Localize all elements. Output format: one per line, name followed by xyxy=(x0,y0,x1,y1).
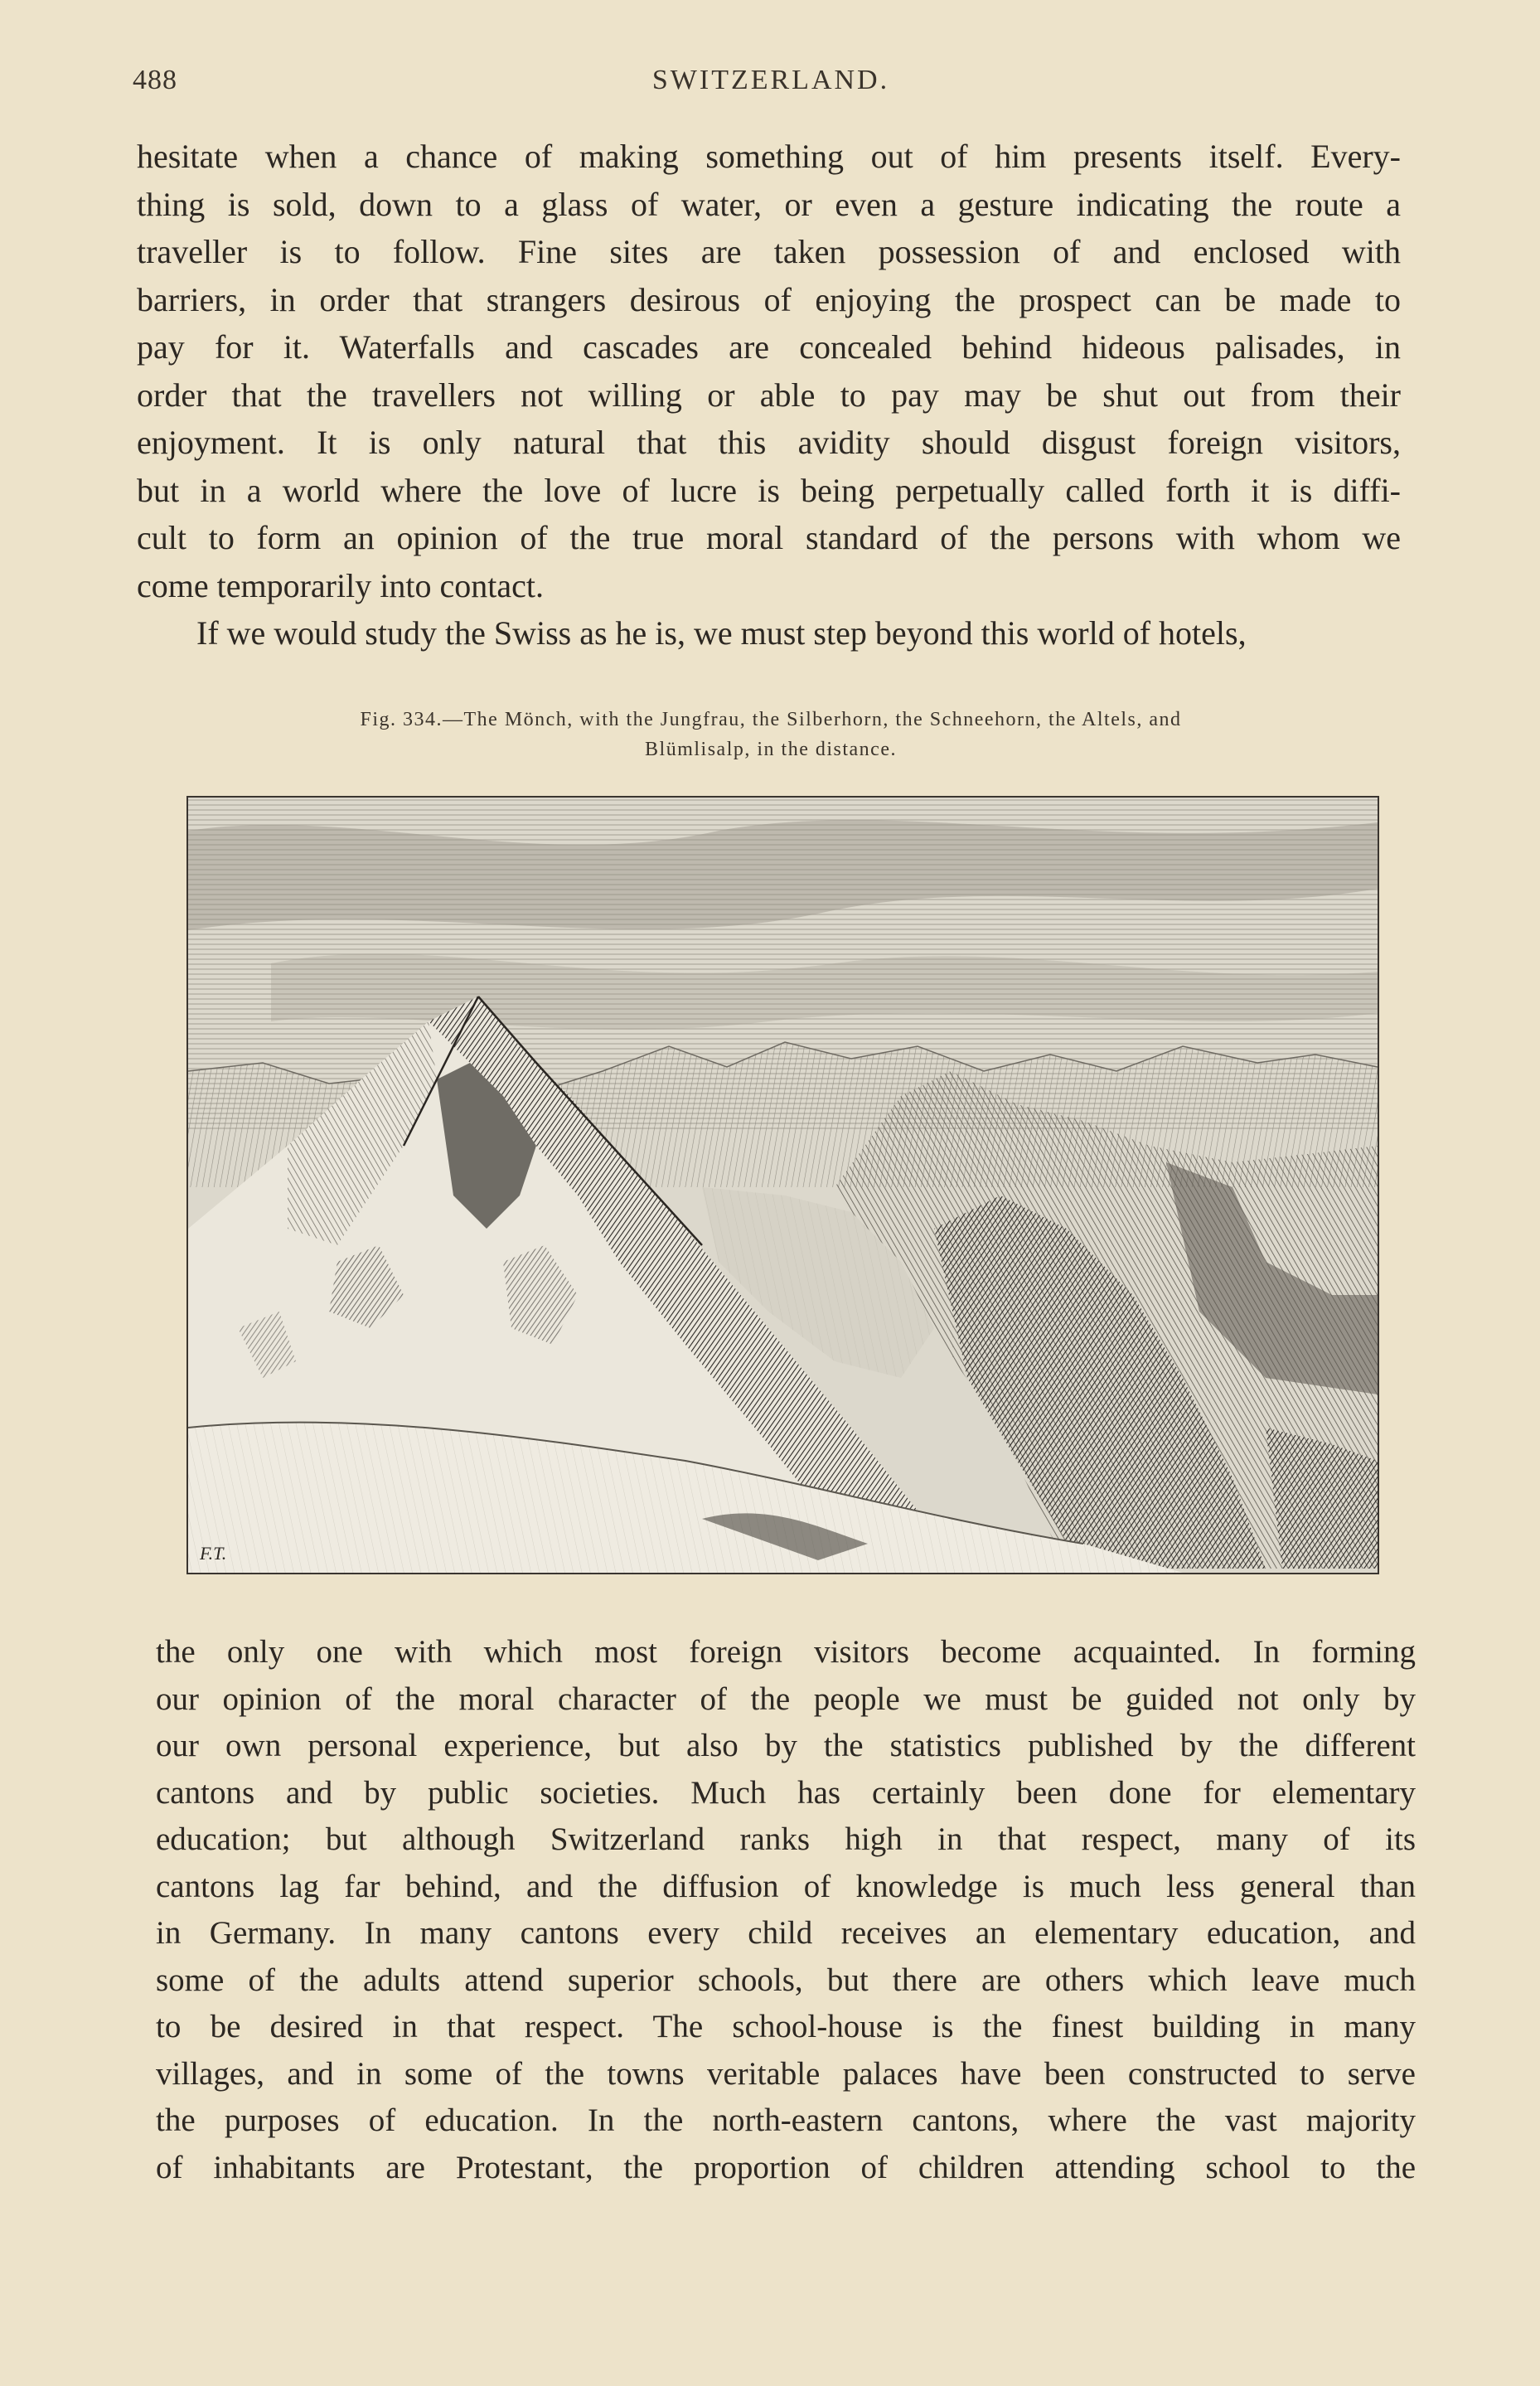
paragraph-bottom xyxy=(156,1629,1416,2191)
text-line: traveller is to follow. Fine sites are taken possession of and enclosed with xyxy=(137,233,1401,270)
text-line: pay for it. Waterfalls and cascades are concealed behind hideous palisades, in xyxy=(137,328,1401,366)
text-line: the purposes of education. In the north-eastern cantons, where the vast majority xyxy=(156,2102,1416,2138)
text-line: come temporarily into contact. xyxy=(137,566,544,604)
caption-line: Blümlisalp, in the distance. xyxy=(645,739,897,760)
text-line: cantons and by public societies. Much has certainly been done for elementary xyxy=(156,1774,1416,1811)
text-line: barriers, in order that strangers desirous of enjoying the prospect can be made to xyxy=(137,280,1401,318)
engraver-signature: F.T. xyxy=(200,1543,227,1564)
text-line: cult to form an opinion of the true moral standard of the persons with whom we xyxy=(137,519,1401,556)
text-line: If we would study the Swiss as he is, we must step beyond this world of hotels, xyxy=(196,614,1247,652)
text-line: enjoyment. It is only natural that this avidity should disgust foreign visitors, xyxy=(137,424,1401,461)
text-line: the only one with which most foreign visitors become acquainted. In forming xyxy=(156,1634,1416,1670)
text-line: thing is sold, down to a glass of water, or even a gesture indicating the route a xyxy=(137,185,1401,223)
paragraph-next xyxy=(137,609,1401,657)
text-line: our opinion of the moral character of the people we must be guided not only by xyxy=(156,1680,1416,1717)
page-number: 488 xyxy=(133,65,177,95)
engraving-illustration xyxy=(188,798,1378,1573)
running-head xyxy=(133,65,1409,106)
text-line: to be desired in that respect. The school-house is the finest building in many xyxy=(156,2009,1416,2044)
caption-line: Fig. 334.—The Mönch, with the Jungfrau, the Silberhorn, the Schneehorn, the Altels, and xyxy=(360,709,1182,730)
figure-caption xyxy=(133,705,1409,764)
text-line: but in a world where the love of lucre is being perpetually called forth it is diffi- xyxy=(137,471,1401,509)
text-line: order that the travellers not willing or able to pay may be shut out from their xyxy=(137,376,1401,414)
running-title: SWITZERLAND. xyxy=(651,65,890,95)
text-line: in Germany. In many cantons every child receives an elementary education, and xyxy=(156,1915,1416,1951)
text-line: education; but although Switzerland ranks high in that respect, many of its xyxy=(156,1821,1416,1857)
text-line: cantons lag far behind, and the diffusion of knowledge is much less general than xyxy=(156,1868,1416,1904)
text-line: our own personal experience, but also by the statistics published by the different xyxy=(156,1728,1416,1763)
text-line: some of the adults attend superior schools, but there are others which leave much xyxy=(156,1962,1416,1998)
text-line: villages, and in some of the towns veritable palaces have been constructed to serve xyxy=(156,2055,1416,2092)
text-line: hesitate when a chance of making something out of him presents itself. Every- xyxy=(137,138,1401,175)
paragraph-top xyxy=(137,133,1401,609)
mountain-engraving xyxy=(186,796,1379,1574)
text-line: of inhabitants are Protestant, the proportion of children attending school to the xyxy=(156,2149,1416,2185)
